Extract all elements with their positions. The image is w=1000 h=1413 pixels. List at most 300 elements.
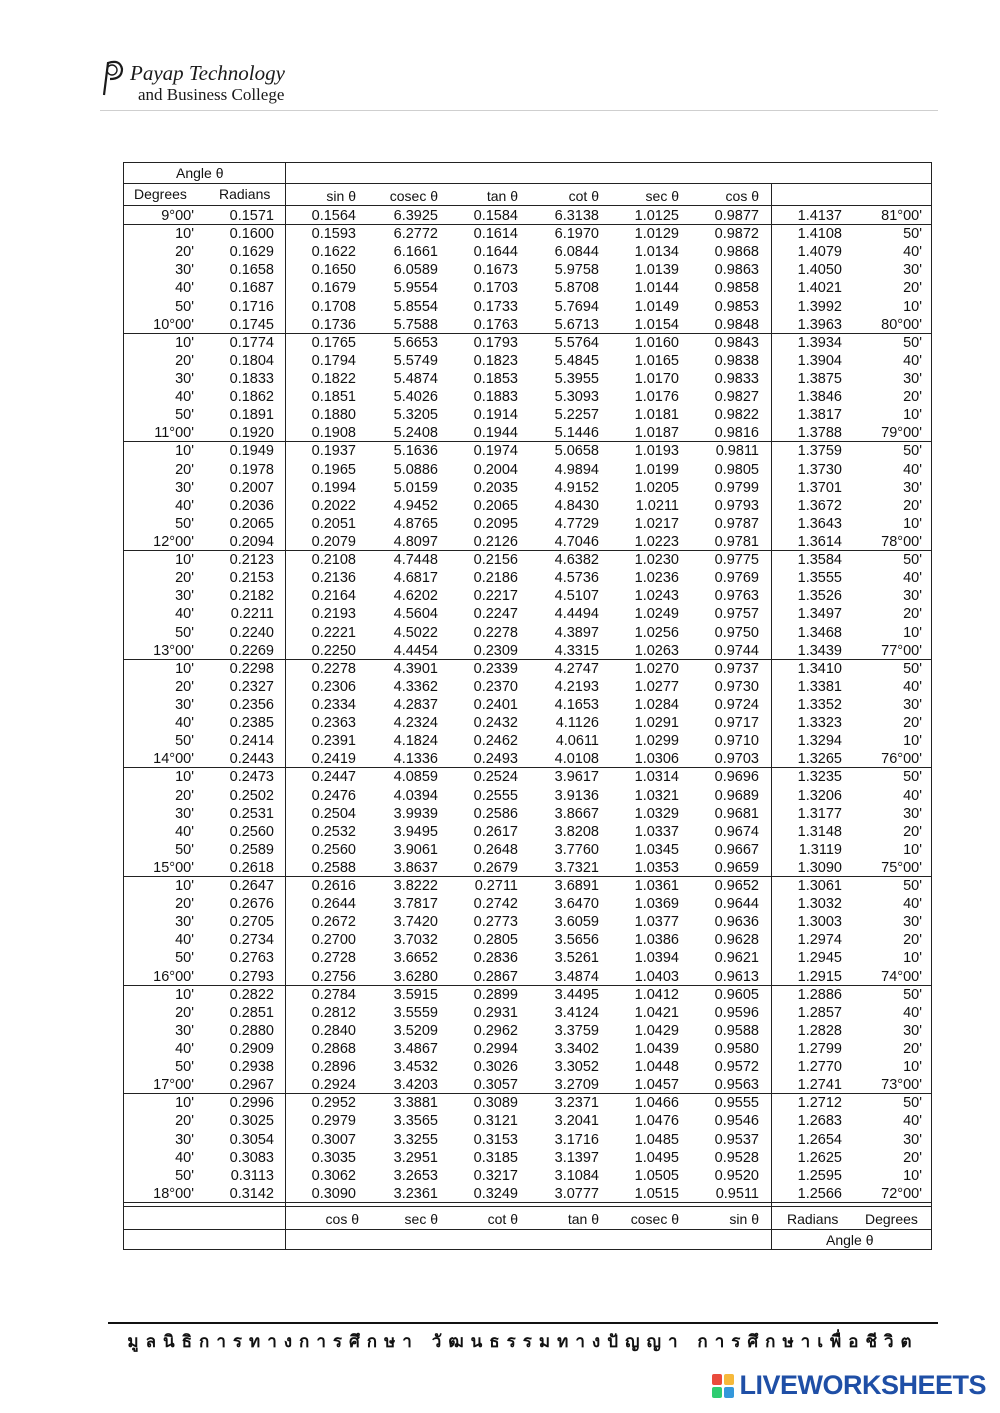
cell-rad-comp: 1.2741 — [797, 1077, 842, 1094]
cell-rad-comp: 1.2712 — [797, 1095, 842, 1112]
cell-cos: 0.9769 — [714, 570, 759, 587]
cell-cot: 4.2747 — [554, 660, 599, 677]
cell-sec: 1.0125 — [634, 208, 679, 224]
cell-rad-comp: 1.2915 — [797, 968, 842, 985]
cell-deg-comp: 76°00' — [881, 751, 922, 768]
cell-sec: 1.0329 — [634, 805, 679, 822]
cell-cos: 0.9799 — [714, 479, 759, 496]
cell-deg-comp: 10' — [903, 624, 922, 641]
table-row — [124, 406, 931, 424]
cell-sin: 0.2504 — [311, 805, 356, 822]
cell-deg: 30' — [175, 805, 194, 822]
table-row — [124, 913, 931, 931]
angle-label: Angle θ — [176, 165, 224, 181]
cell-tan: 0.3057 — [473, 1077, 518, 1094]
cell-sin: 0.2193 — [311, 606, 356, 623]
cell-tan: 0.2805 — [473, 932, 518, 949]
cell-rad: 0.2123 — [229, 552, 274, 569]
cell-cosec: 3.7420 — [393, 914, 438, 931]
cell-rad-comp: 1.3090 — [797, 859, 842, 876]
cell-tan: 0.1914 — [473, 407, 518, 424]
cell-cos: 0.9853 — [714, 298, 759, 315]
foot-radians: Radians — [787, 1211, 839, 1227]
table-row — [124, 841, 931, 859]
table-row — [124, 261, 931, 279]
cell-sin: 0.1880 — [311, 407, 356, 424]
table-row-degree — [124, 1185, 931, 1203]
cell-sin: 0.2136 — [311, 570, 356, 587]
cell-deg-comp: 50' — [903, 443, 922, 460]
cell-deg-comp: 77°00' — [881, 642, 922, 659]
cell-sec: 1.0321 — [634, 787, 679, 804]
table-row — [124, 805, 931, 823]
hline-footer-2 — [124, 1229, 931, 1230]
col-sin: sin θ — [326, 188, 356, 204]
cell-tan: 0.1944 — [473, 425, 518, 442]
cell-tan: 0.2899 — [473, 986, 518, 1003]
table-row — [124, 388, 931, 406]
cell-sec: 1.0377 — [634, 914, 679, 931]
cell-rad: 0.2851 — [229, 1004, 274, 1021]
cell-cot: 4.1126 — [555, 715, 599, 732]
cell-cosec: 3.2951 — [393, 1149, 438, 1166]
cell-sin: 0.2164 — [311, 588, 356, 605]
cell-rad-comp: 1.3323 — [797, 715, 842, 732]
cell-cot: 5.4845 — [554, 352, 599, 369]
table-row — [124, 279, 931, 297]
cell-cosec: 3.6280 — [393, 968, 438, 985]
cell-sec: 1.0299 — [634, 733, 679, 750]
cell-rad-comp: 1.3992 — [797, 298, 842, 315]
cell-cos: 0.9781 — [714, 533, 759, 550]
cell-deg: 20' — [175, 1113, 194, 1130]
cell-tan: 0.1584 — [473, 208, 518, 224]
cell-cot: 3.3759 — [554, 1022, 599, 1039]
cell-sin: 0.2250 — [311, 642, 356, 659]
cell-sec: 1.0217 — [634, 515, 679, 532]
cell-deg-comp: 20' — [903, 932, 922, 949]
cell-rad-comp: 1.3439 — [797, 642, 842, 659]
cell-rad-comp: 1.3294 — [797, 733, 842, 750]
cell-rad-comp: 1.3497 — [797, 606, 842, 623]
cell-sec: 1.0412 — [634, 986, 679, 1003]
header-divider — [100, 110, 938, 111]
cell-deg-comp: 30' — [903, 1131, 922, 1148]
cell-deg: 50' — [175, 298, 194, 315]
cell-deg-comp: 20' — [903, 389, 922, 406]
cell-cot: 4.3897 — [554, 624, 599, 641]
cell-deg: 40' — [175, 280, 194, 297]
cell-deg: 11°00' — [154, 425, 194, 442]
cell-deg: 30' — [175, 588, 194, 605]
cell-sec: 1.0439 — [634, 1041, 679, 1058]
table-row — [124, 1058, 931, 1076]
cell-sin: 0.2840 — [311, 1022, 356, 1039]
cell-sin: 0.2644 — [311, 896, 356, 913]
cell-tan: 0.1614 — [473, 226, 518, 243]
cell-sin: 0.2363 — [311, 715, 356, 732]
col-cot: cot θ — [568, 188, 599, 204]
cell-deg-comp: 20' — [903, 497, 922, 514]
cell-tan: 0.2186 — [473, 570, 518, 587]
cell-deg-comp: 40' — [903, 244, 922, 261]
cell-rad: 0.3054 — [229, 1131, 274, 1148]
cell-tan: 0.2994 — [473, 1041, 518, 1058]
cell-tan: 0.1644 — [473, 244, 518, 261]
cell-cosec: 3.3881 — [393, 1095, 438, 1112]
cell-cosec: 3.9495 — [393, 823, 438, 840]
cell-cot: 4.2193 — [554, 678, 599, 695]
cell-rad: 0.1658 — [229, 262, 274, 279]
cell-rad: 0.1600 — [229, 226, 274, 243]
cell-rad-comp: 1.3730 — [797, 461, 842, 478]
cell-tan: 0.2742 — [473, 896, 518, 913]
cell-sec: 1.0386 — [634, 932, 679, 949]
cell-rad: 0.2560 — [229, 823, 274, 840]
logo-line-2: and Business College — [138, 85, 285, 104]
cell-deg: 20' — [175, 678, 194, 695]
cell-rad-comp: 1.3468 — [797, 624, 842, 641]
cell-sec: 1.0337 — [634, 823, 679, 840]
cell-cosec: 4.8765 — [393, 515, 438, 532]
cell-sin: 0.3007 — [311, 1131, 356, 1148]
cell-cos: 0.9833 — [714, 370, 759, 387]
cell-cot: 4.6382 — [554, 552, 599, 569]
cell-tan: 0.2931 — [473, 1004, 518, 1021]
cell-sin: 0.1622 — [311, 244, 356, 261]
cell-rad-comp: 1.4108 — [797, 226, 842, 243]
cell-cosec: 4.3901 — [393, 660, 438, 677]
col-radians: Radians — [219, 186, 271, 202]
cell-rad: 0.2589 — [229, 841, 274, 858]
cell-cosec: 4.6202 — [393, 588, 438, 605]
cell-tan: 0.3089 — [473, 1095, 518, 1112]
cell-tan: 0.2648 — [473, 841, 518, 858]
cell-cot: 4.7729 — [554, 515, 599, 532]
table-row — [124, 334, 931, 352]
foot-sec: sec θ — [404, 1211, 438, 1227]
cell-cos: 0.9750 — [714, 624, 759, 641]
cell-sec: 1.0144 — [634, 280, 679, 297]
cell-deg-comp: 40' — [903, 461, 922, 478]
cell-deg-comp: 40' — [903, 1004, 922, 1021]
cell-tan: 0.2773 — [473, 914, 518, 931]
table-row-degree — [124, 316, 931, 334]
cell-cot: 5.3093 — [554, 389, 599, 406]
cell-sin: 0.2391 — [311, 733, 356, 750]
table-row — [124, 732, 931, 750]
cell-sec: 1.0457 — [634, 1077, 679, 1094]
cell-rad: 0.2211 — [230, 606, 274, 623]
cell-cot: 3.9136 — [554, 787, 599, 804]
cell-cosec: 3.6652 — [393, 950, 438, 967]
cell-cot: 5.6713 — [554, 316, 599, 333]
cell-cot: 4.5107 — [554, 588, 599, 605]
cell-deg: 30' — [175, 696, 194, 713]
cell-rad-comp: 1.2770 — [797, 1059, 842, 1076]
cell-cot: 3.0777 — [554, 1185, 599, 1202]
cell-cosec: 5.2408 — [393, 425, 438, 442]
cell-deg-comp: 20' — [903, 280, 922, 297]
trig-table — [123, 162, 932, 1250]
cell-tan: 0.2679 — [473, 859, 518, 876]
cell-rad-comp: 1.3672 — [797, 497, 842, 514]
cell-deg-comp: 20' — [903, 606, 922, 623]
cell-deg-comp: 74°00' — [881, 968, 922, 985]
table-row-degree — [124, 424, 931, 442]
cell-cos: 0.9805 — [714, 461, 759, 478]
cell-sec: 1.0353 — [634, 859, 679, 876]
thai-motto: มูลนิธิการทางการศึกษา วัฒนธรรมทางปัญญา การศึกษาเพื่อชีวิต — [127, 1332, 919, 1352]
cell-cos: 0.9546 — [714, 1113, 759, 1130]
cell-deg: 50' — [175, 407, 194, 424]
table-row — [124, 986, 931, 1004]
cell-deg-comp: 10' — [903, 407, 922, 424]
cell-deg: 40' — [175, 932, 194, 949]
table-row — [124, 1004, 931, 1022]
cell-cosec: 5.5749 — [393, 352, 438, 369]
cell-deg: 10' — [175, 334, 194, 351]
cell-rad-comp: 1.3352 — [797, 696, 842, 713]
cell-cosec: 4.9452 — [393, 497, 438, 514]
table-row-degree — [124, 642, 931, 660]
table-row — [124, 1112, 931, 1130]
hline-header-2 — [124, 205, 931, 206]
cell-cot: 4.9894 — [554, 461, 599, 478]
cell-cosec: 4.4454 — [393, 642, 438, 659]
cell-sin: 0.2532 — [311, 823, 356, 840]
cell-cos: 0.9827 — [714, 389, 759, 406]
cell-tan: 0.1974 — [473, 443, 518, 460]
cell-cosec: 3.7032 — [393, 932, 438, 949]
cell-sin: 0.2812 — [311, 1004, 356, 1021]
table-row — [124, 1094, 931, 1112]
cell-rad-comp: 1.2857 — [797, 1004, 842, 1021]
cell-cos: 0.9775 — [714, 552, 759, 569]
cell-sin: 0.1650 — [311, 262, 356, 279]
cell-cosec: 6.3925 — [393, 208, 438, 224]
foot-degrees: Degrees — [865, 1211, 918, 1227]
cell-sin: 0.1965 — [311, 461, 356, 478]
cell-rad: 0.1862 — [229, 389, 274, 406]
cell-rad-comp: 1.3701 — [797, 479, 842, 496]
table-row — [124, 678, 931, 696]
cell-rad-comp: 1.3235 — [797, 769, 842, 786]
cell-rad-comp: 1.2595 — [797, 1167, 842, 1184]
cell-sin: 0.1736 — [311, 316, 356, 333]
cell-deg: 50' — [175, 1059, 194, 1076]
cell-sec: 1.0249 — [634, 606, 679, 623]
table-row — [124, 479, 931, 497]
table-row — [124, 1040, 931, 1058]
table-row — [124, 1149, 931, 1167]
cell-cosec: 3.2653 — [393, 1167, 438, 1184]
cell-deg: 17°00' — [153, 1077, 194, 1094]
cell-sec: 1.0448 — [634, 1059, 679, 1076]
foot-cosec: cosec θ — [630, 1211, 679, 1227]
cell-cosec: 5.3205 — [393, 407, 438, 424]
table-row — [124, 1131, 931, 1149]
cell-rad-comp: 1.3846 — [797, 389, 842, 406]
cell-cos: 0.9787 — [714, 515, 759, 532]
hline-header-1 — [124, 183, 931, 184]
cell-deg-comp: 50' — [903, 226, 922, 243]
cell-cot: 6.0844 — [554, 244, 599, 261]
cell-cot: 3.9617 — [554, 769, 599, 786]
cell-cot: 4.0611 — [555, 733, 599, 750]
cell-sec: 1.0187 — [634, 425, 679, 442]
cell-rad-comp: 1.2799 — [797, 1041, 842, 1058]
cell-sec: 1.0270 — [634, 660, 679, 677]
cell-deg: 10' — [175, 878, 194, 895]
cell-rad: 0.2967 — [229, 1077, 274, 1094]
liveworksheets-logo-icon — [712, 1374, 734, 1398]
cell-cot: 4.1653 — [554, 696, 599, 713]
table-row — [124, 660, 931, 678]
cell-deg: 9°00' — [161, 208, 194, 224]
cell-sec: 1.0181 — [634, 407, 679, 424]
cell-cot: 3.4495 — [554, 986, 599, 1003]
table-row — [124, 768, 931, 786]
cell-sec: 1.0284 — [634, 696, 679, 713]
cell-tan: 0.3121 — [473, 1113, 518, 1130]
cell-tan: 0.1853 — [473, 370, 518, 387]
cell-cos: 0.9511 — [715, 1185, 759, 1202]
cell-sec: 1.0345 — [634, 841, 679, 858]
cell-tan: 0.1733 — [473, 298, 518, 315]
cell-rad: 0.1571 — [229, 208, 274, 224]
cell-sec: 1.0314 — [634, 769, 679, 786]
cell-rad-comp: 1.3381 — [797, 678, 842, 695]
cell-rad: 0.2793 — [229, 968, 274, 985]
cell-sin: 0.2447 — [311, 769, 356, 786]
table-row — [124, 551, 931, 569]
cell-cos: 0.9838 — [714, 352, 759, 369]
cell-deg-comp: 72°00' — [881, 1185, 922, 1202]
cell-sec: 1.0165 — [634, 352, 679, 369]
table-row — [124, 895, 931, 913]
cell-sec: 1.0291 — [634, 715, 679, 732]
cell-sec: 1.0476 — [634, 1113, 679, 1130]
cell-cos: 0.9744 — [714, 642, 759, 659]
cell-cot: 5.5764 — [554, 334, 599, 351]
cell-cos: 0.9703 — [714, 751, 759, 768]
cell-sec: 1.0149 — [634, 298, 679, 315]
cell-deg: 20' — [175, 787, 194, 804]
cell-rad-comp: 1.3061 — [797, 878, 842, 895]
cell-deg: 14°00' — [153, 751, 194, 768]
liveworksheets-brand[interactable] — [712, 1370, 986, 1401]
cell-rad: 0.2414 — [229, 733, 274, 750]
cell-cos: 0.9681 — [714, 805, 759, 822]
cell-rad-comp: 1.3177 — [797, 805, 842, 822]
cell-tan: 0.2309 — [473, 642, 518, 659]
cell-sin: 0.2022 — [311, 497, 356, 514]
cell-deg-comp: 81°00' — [881, 208, 922, 224]
cell-deg-comp: 10' — [903, 515, 922, 532]
cell-sec: 1.0515 — [634, 1185, 679, 1202]
cell-tan: 0.2711 — [474, 878, 518, 895]
cell-deg-comp: 80°00' — [881, 316, 922, 333]
cell-rad-comp: 1.2683 — [797, 1113, 842, 1130]
cell-deg-comp: 10' — [903, 841, 922, 858]
cell-rad-comp: 1.3788 — [797, 425, 842, 442]
cell-sin: 0.1908 — [311, 425, 356, 442]
cell-rad: 0.3142 — [229, 1185, 274, 1202]
cell-cos: 0.9793 — [714, 497, 759, 514]
cell-sin: 0.2979 — [311, 1113, 356, 1130]
cell-deg-comp: 50' — [903, 334, 922, 351]
cell-cosec: 6.2772 — [393, 226, 438, 243]
foot-cot: cot θ — [487, 1211, 518, 1227]
cell-sin: 0.2896 — [311, 1059, 356, 1076]
cell-cosec: 4.2837 — [393, 696, 438, 713]
cell-cos: 0.9563 — [714, 1077, 759, 1094]
cell-tan: 0.2555 — [473, 787, 518, 804]
table-row — [124, 298, 931, 316]
cell-cos: 0.9730 — [714, 678, 759, 695]
cell-cosec: 3.4867 — [393, 1041, 438, 1058]
cell-rad: 0.2356 — [229, 696, 274, 713]
cell-sec: 1.0199 — [634, 461, 679, 478]
cell-rad: 0.1687 — [229, 280, 274, 297]
cell-rad: 0.2298 — [229, 660, 274, 677]
cell-cos: 0.9659 — [714, 859, 759, 876]
cell-rad: 0.2007 — [229, 479, 274, 496]
cell-deg: 40' — [175, 497, 194, 514]
cell-deg: 30' — [175, 1022, 194, 1039]
cell-cos: 0.9537 — [714, 1131, 759, 1148]
cell-cot: 4.0108 — [554, 751, 599, 768]
cell-cot: 5.2257 — [554, 407, 599, 424]
cell-deg-comp: 10' — [903, 1167, 922, 1184]
cell-deg-comp: 40' — [903, 570, 922, 587]
cell-cosec: 4.3362 — [393, 678, 438, 695]
cell-deg-comp: 30' — [903, 1022, 922, 1039]
cell-rad-comp: 1.3119 — [798, 841, 842, 858]
cell-rad: 0.1891 — [229, 407, 274, 424]
cell-rad: 0.2938 — [229, 1059, 274, 1076]
cell-deg-comp: 10' — [903, 298, 922, 315]
cell-sin: 0.1937 — [311, 443, 356, 460]
cell-cot: 3.1716 — [554, 1131, 599, 1148]
cell-sin: 0.2221 — [311, 624, 356, 641]
brand-text: LIVEWORKSHEETS — [739, 1370, 986, 1400]
cell-cos: 0.9757 — [714, 606, 759, 623]
cell-sin: 0.2051 — [311, 515, 356, 532]
cell-rad: 0.3083 — [229, 1149, 274, 1166]
cell-cosec: 4.7448 — [393, 552, 438, 569]
cell-cosec: 3.3565 — [393, 1113, 438, 1130]
cell-deg-comp: 73°00' — [881, 1077, 922, 1094]
cell-sec: 1.0176 — [634, 389, 679, 406]
cell-deg: 12°00' — [153, 533, 194, 550]
cell-cosec: 5.0886 — [393, 461, 438, 478]
cell-rad: 0.1745 — [229, 316, 274, 333]
cell-deg: 50' — [175, 515, 194, 532]
cell-sin: 0.2784 — [311, 986, 356, 1003]
cell-deg-comp: 50' — [903, 878, 922, 895]
table-row — [124, 714, 931, 732]
cell-cot: 3.4874 — [554, 968, 599, 985]
cell-cos: 0.9689 — [714, 787, 759, 804]
cell-rad: 0.1774 — [229, 334, 274, 351]
cell-tan: 0.3217 — [473, 1167, 518, 1184]
cell-rad-comp: 1.3875 — [797, 370, 842, 387]
col-cos: cos θ — [725, 188, 759, 204]
cell-sec: 1.0243 — [634, 588, 679, 605]
cell-rad-comp: 1.2886 — [797, 986, 842, 1003]
